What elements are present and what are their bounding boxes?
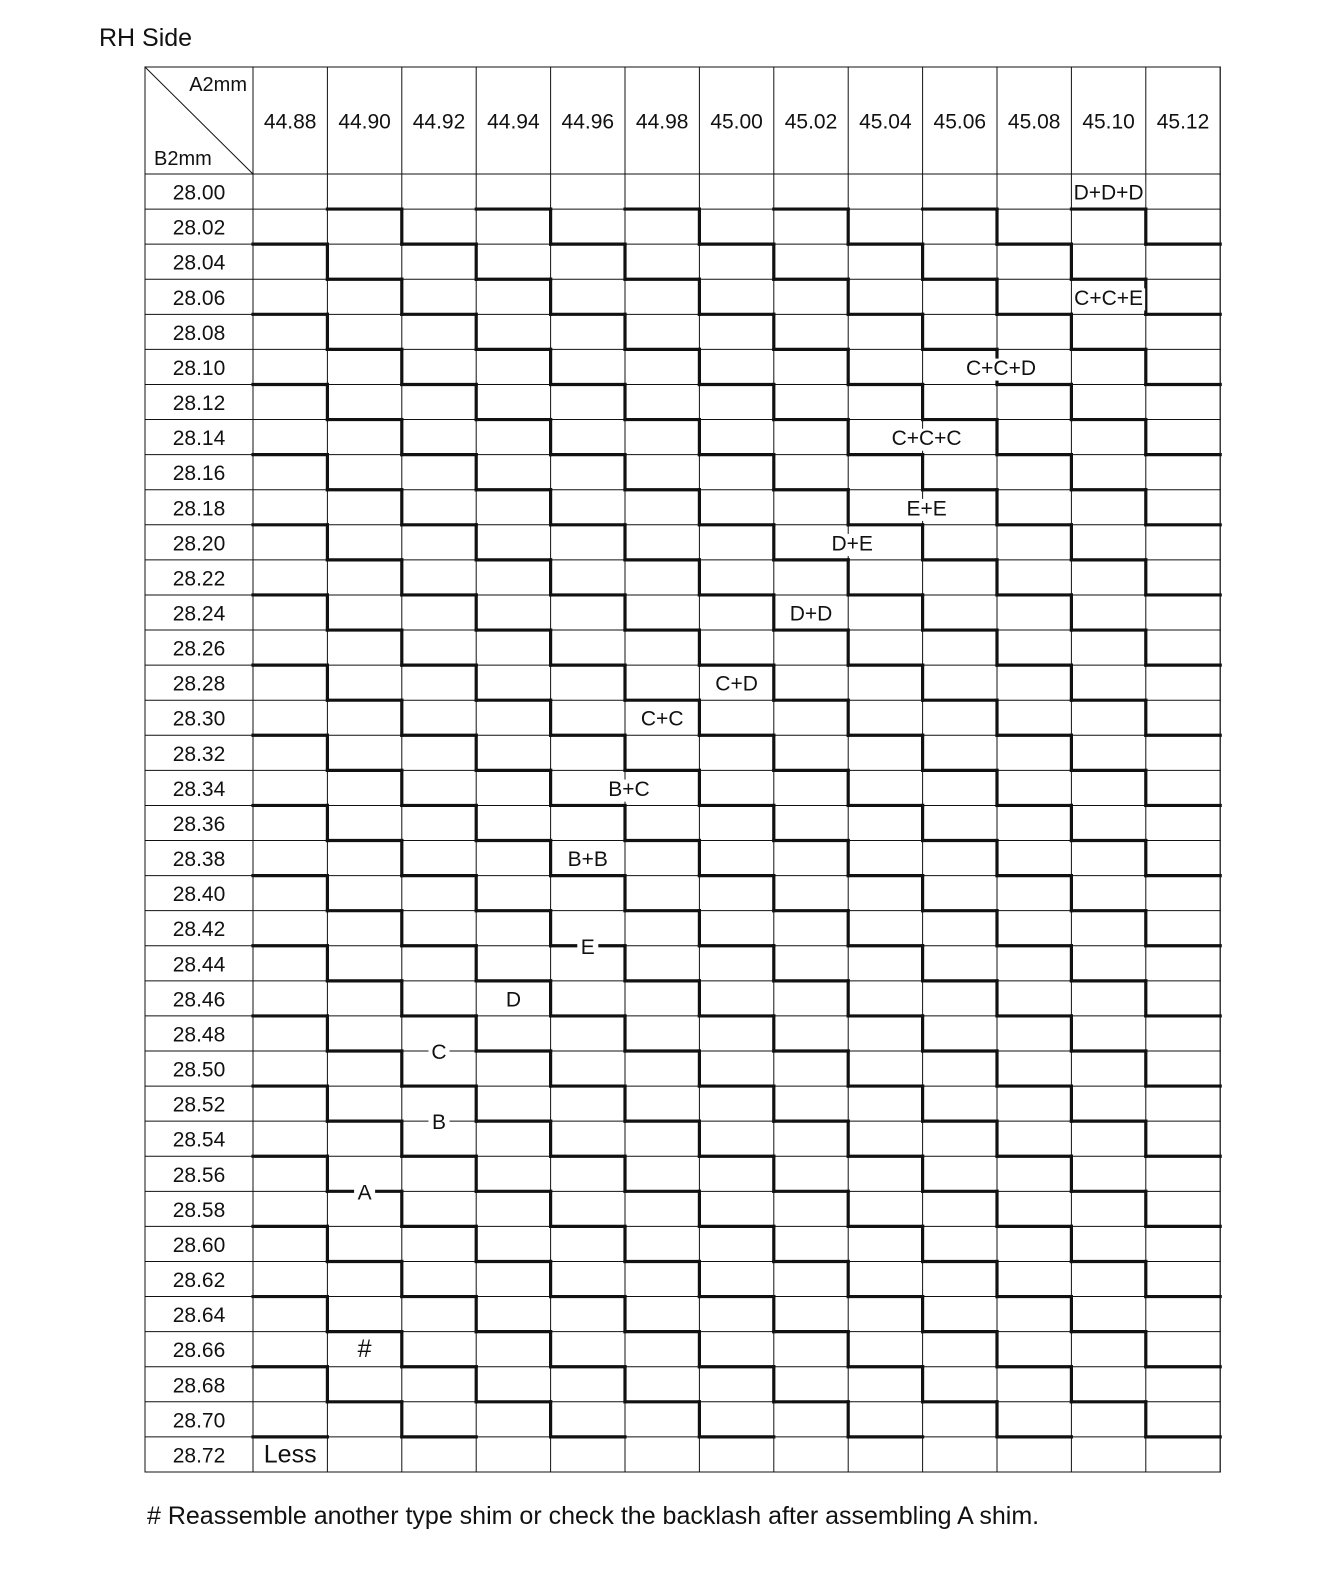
row-header: 28.10: [172, 356, 226, 380]
column-header: 45.00: [710, 110, 763, 134]
row-header: 28.22: [172, 567, 226, 591]
zone-label: C+D: [715, 672, 758, 696]
zone-label: B+C: [608, 777, 650, 801]
footnote: # Reassemble another type shim or check the backlash after assembling A shim.: [147, 1502, 1040, 1530]
row-header: 28.42: [172, 918, 226, 942]
row-header: 28.14: [172, 427, 226, 451]
row-header: 28.38: [172, 848, 226, 872]
row-header: 28.52: [172, 1093, 226, 1117]
zone-label: D+D: [789, 602, 833, 626]
zone-label: D: [505, 988, 521, 1012]
row-header: 28.04: [172, 251, 226, 275]
row-header: 28.70: [172, 1409, 226, 1433]
column-header: 44.88: [263, 110, 317, 134]
zone-label: E: [580, 935, 595, 959]
header-a-label: A2mm: [189, 74, 247, 96]
row-header: 28.40: [172, 883, 226, 907]
row-header: 28.26: [172, 637, 226, 661]
row-header: 28.58: [172, 1198, 226, 1222]
zone-label: Less: [263, 1440, 317, 1469]
row-header: 28.56: [172, 1163, 226, 1187]
row-header: 28.36: [172, 812, 226, 836]
zone-label: D+E: [831, 532, 873, 556]
row-header: 28.00: [172, 181, 226, 205]
zone-label: C+C+E: [1074, 286, 1144, 310]
header-b-label: B2mm: [154, 148, 212, 170]
column-header: 45.08: [1007, 110, 1061, 134]
row-header: 28.48: [172, 1023, 226, 1047]
row-header: 28.20: [172, 532, 226, 556]
zone-label: C+C+D: [965, 356, 1037, 380]
column-header: 45.04: [859, 110, 912, 134]
row-header: 28.72: [172, 1444, 226, 1468]
column-header: 45.10: [1082, 110, 1135, 134]
row-header: 28.60: [172, 1233, 226, 1257]
row-header: 28.46: [172, 988, 226, 1012]
row-header: 28.28: [172, 672, 226, 696]
zone-label: C+C+C: [891, 427, 962, 451]
column-header: 44.92: [412, 110, 466, 134]
zone-label: C+C: [640, 707, 684, 731]
zone-label: #: [357, 1335, 372, 1364]
row-header: 28.08: [172, 321, 226, 345]
row-header: 28.02: [172, 216, 226, 240]
zone-label: B: [431, 1111, 447, 1135]
row-header: 28.54: [172, 1128, 226, 1152]
row-header: 28.68: [172, 1374, 226, 1398]
chart-title: RH Side: [99, 24, 193, 52]
row-header: 28.06: [172, 286, 226, 310]
zone-label: B+B: [567, 848, 608, 872]
column-header: 44.96: [561, 110, 615, 134]
row-header: 28.18: [172, 497, 226, 521]
zone-label: C: [431, 1041, 447, 1064]
column-header: 45.12: [1156, 110, 1210, 134]
row-header: 28.64: [172, 1304, 226, 1328]
column-header: 44.98: [635, 110, 689, 134]
row-header: 28.24: [172, 602, 226, 626]
column-header: 45.02: [784, 110, 838, 134]
row-header: 28.12: [172, 392, 226, 416]
column-header: 44.94: [487, 110, 540, 134]
row-header: 28.30: [172, 707, 226, 731]
row-header: 28.62: [172, 1269, 226, 1293]
row-header: 28.16: [172, 462, 226, 486]
zone-label: A: [357, 1181, 372, 1205]
column-header: 45.06: [933, 110, 987, 134]
row-header: 28.44: [172, 953, 226, 977]
zone-label: D+D+D: [1073, 181, 1144, 205]
row-header: 28.32: [172, 742, 226, 766]
row-header: 28.50: [172, 1058, 226, 1082]
row-header: 28.34: [172, 777, 226, 801]
zone-label: E+E: [906, 497, 947, 521]
column-header: 44.90: [338, 110, 391, 134]
row-header: 28.66: [172, 1339, 226, 1363]
